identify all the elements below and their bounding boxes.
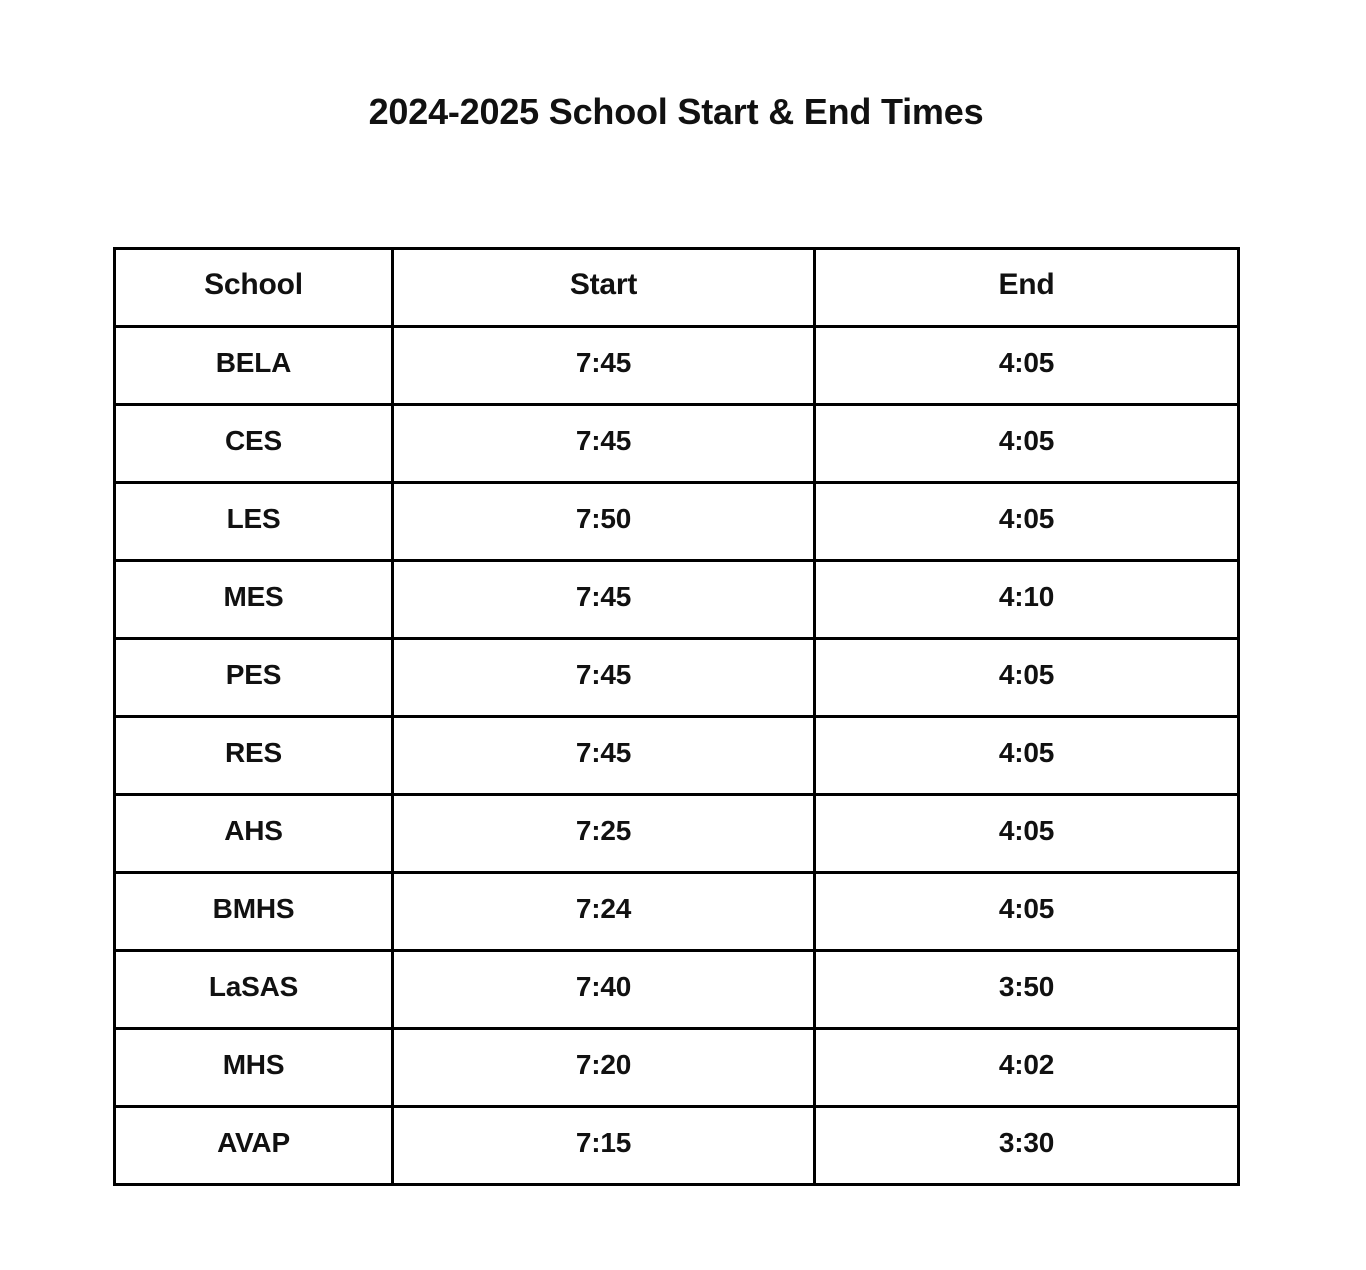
- table-row: [115, 1107, 1239, 1185]
- table-row: [115, 639, 1239, 717]
- table-row: [115, 795, 1239, 873]
- table-row: [115, 717, 1239, 795]
- cell-school: MES: [115, 561, 393, 639]
- column-header-school: School: [115, 249, 393, 327]
- cell-school: PES: [115, 639, 393, 717]
- cell-start-time: 7:45: [393, 327, 815, 405]
- table-header: [115, 249, 1239, 327]
- cell-school: BELA: [115, 327, 393, 405]
- cell-start-time: 7:20: [393, 1029, 815, 1107]
- cell-start-time: 7:45: [393, 639, 815, 717]
- cell-start-time: 7:15: [393, 1107, 815, 1185]
- cell-end-time: 4:05: [815, 483, 1239, 561]
- cell-school: MHS: [115, 1029, 393, 1107]
- cell-start-time: 7:45: [393, 561, 815, 639]
- table-row: [115, 327, 1239, 405]
- cell-end-time: 4:10: [815, 561, 1239, 639]
- cell-start-time: 7:24: [393, 873, 815, 951]
- table-row: [115, 951, 1239, 1029]
- cell-school: RES: [115, 717, 393, 795]
- cell-end-time: 4:05: [815, 405, 1239, 483]
- cell-school: LES: [115, 483, 393, 561]
- table-row: [115, 483, 1239, 561]
- cell-start-time: 7:50: [393, 483, 815, 561]
- cell-school: LaSAS: [115, 951, 393, 1029]
- cell-end-time: 4:05: [815, 795, 1239, 873]
- cell-end-time: 4:05: [815, 639, 1239, 717]
- cell-school: AVAP: [115, 1107, 393, 1185]
- cell-start-time: 7:40: [393, 951, 815, 1029]
- cell-school: CES: [115, 405, 393, 483]
- cell-end-time: 3:50: [815, 951, 1239, 1029]
- table-row: [115, 561, 1239, 639]
- table-row: [115, 405, 1239, 483]
- page-title: 2024-2025 School Start & End Times: [368, 91, 984, 132]
- table-header-row: [115, 249, 1239, 327]
- table-row: [115, 873, 1239, 951]
- cell-end-time: 4:02: [815, 1029, 1239, 1107]
- cell-end-time: 4:05: [815, 873, 1239, 951]
- cell-school: AHS: [115, 795, 393, 873]
- column-header-end: End: [815, 249, 1239, 327]
- table-row: [115, 1029, 1239, 1107]
- table-body: [115, 327, 1239, 1185]
- cell-end-time: 4:05: [815, 717, 1239, 795]
- schedule-table-container: [113, 247, 1237, 1186]
- cell-start-time: 7:45: [393, 405, 815, 483]
- cell-end-time: 4:05: [815, 327, 1239, 405]
- cell-start-time: 7:45: [393, 717, 815, 795]
- column-header-start: Start: [393, 249, 815, 327]
- cell-start-time: 7:25: [393, 795, 815, 873]
- cell-school: BMHS: [115, 873, 393, 951]
- school-schedule-table: [113, 247, 1240, 1186]
- cell-end-time: 3:30: [815, 1107, 1239, 1185]
